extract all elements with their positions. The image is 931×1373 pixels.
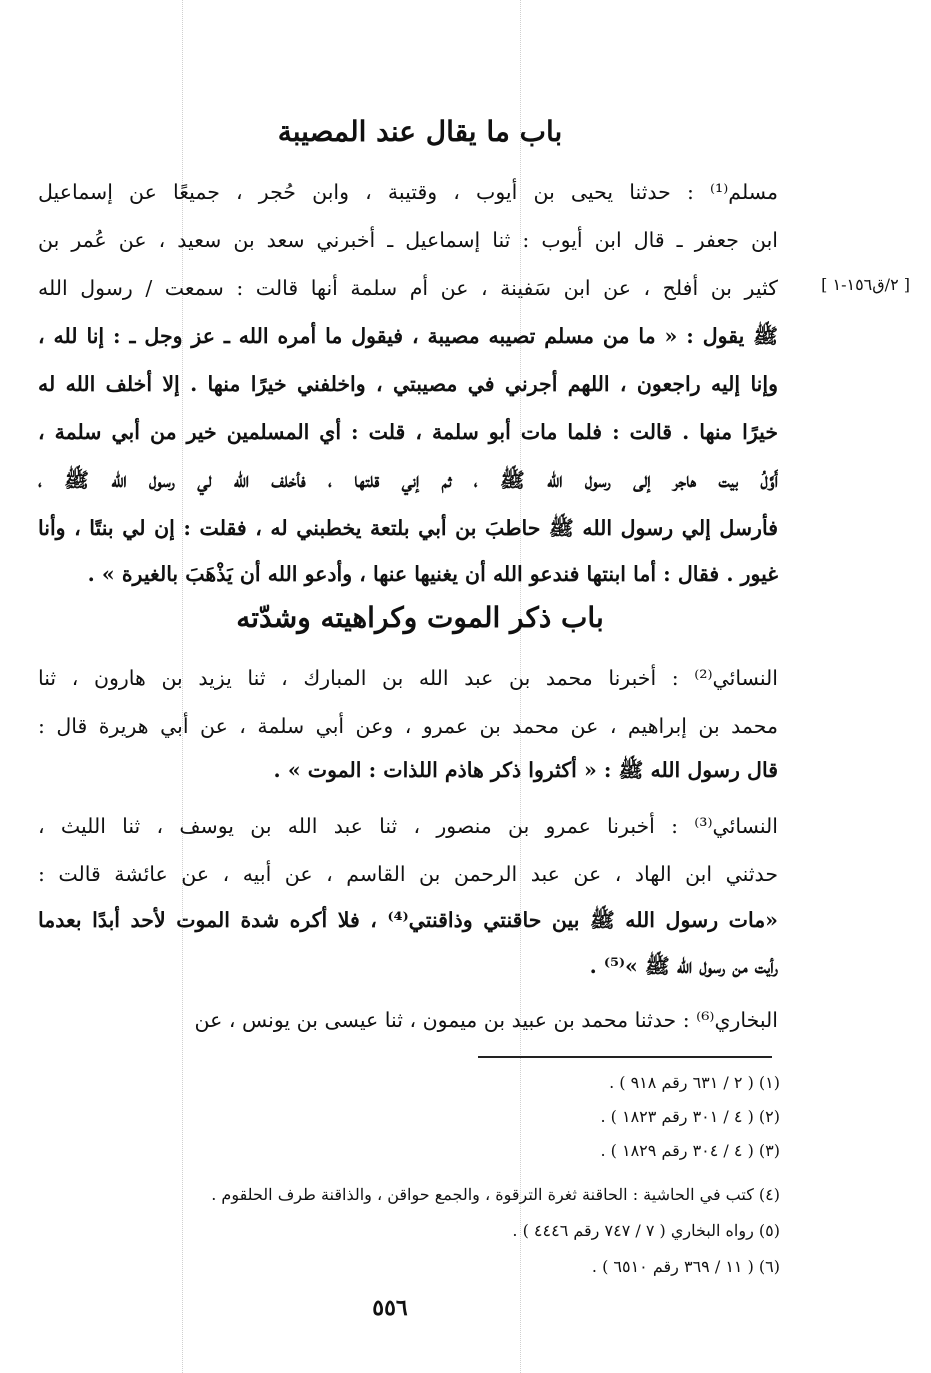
text-line: فأرسل إلي رسول الله ﷺ حاطبَ بن أبي بلتعة يخطبني له ، فقلت : إن لي بنتًا ، وأنا	[38, 516, 778, 540]
text-line: النسائي⁽²⁾ : أخبرنا محمد بن عبد الله بن المبارك ، ثنا يزيد بن هارون ، ثنا	[38, 666, 778, 690]
text-line: رأيت من رسول الله ﷺ »⁽⁵⁾ .	[589, 954, 778, 978]
text-line: مسلم⁽¹⁾ : حدثنا يحيى بن أيوب ، وقتيبة ، وابن حُجر ، جميعًا عن إسماعيل	[38, 180, 778, 204]
footnote: (٢) ( ٤ / ٣٠١ رقم ١٨٢٣ ) .	[600, 1107, 780, 1126]
text-line: النسائي⁽³⁾ : أخبرنا عمرو بن منصور ، ثنا عبد الله بن يوسف ، ثنا الليث ،	[38, 814, 778, 838]
text-line: البخاري⁽⁶⁾ : حدثنا محمد بن عبيد بن ميمون ، ثنا عيسى بن يونس ، عن	[194, 1008, 778, 1032]
text-line: حدثني ابن الهاد ، عن عبد الرحمن بن القاسم ، عن أبيه ، عن عائشة قالت :	[38, 862, 778, 886]
footnote: (١) ( ٢ / ٦٣١ رقم ٩١٨ ) .	[609, 1073, 780, 1092]
text-line: ﷺ يقول : « ما من مسلم تصيبه مصيبة ، فيقول ما أمره الله ـ عز وجل ـ : إنا لله ،	[38, 324, 778, 348]
text-line: كثير بن أفلح ، عن ابن سَفينة ، عن أم سلمة أنها قالت : سمعت / رسول الله	[38, 276, 778, 300]
text-line: وإنا إليه راجعون ، اللهم أجرني في مصيبتي ، واخلفني خيرًا منها . إلا أخلف الله له	[38, 372, 778, 396]
footnote-separator	[478, 1056, 772, 1058]
footnote: (٦) ( ١١ / ٣٦٩ رقم ٦٥١٠ ) .	[591, 1257, 780, 1276]
manuscript-folio-reference: [ ٢/ق١٥٦-١ ]	[821, 275, 910, 294]
section-title-calamity: باب ما يقال عند المصيبة	[277, 115, 563, 148]
text-line: أَوَّلُ بيت هاجر إلى رسول الله ﷺ ، ثم إني قلتها ، فأخلف الله لي رسول الله ﷺ ،	[38, 468, 778, 492]
text-line: غيور . فقال : أما ابنتها فندعو الله أن يغنيها عنها ، وأدعو الله أن يَذْهَبَ بالغيرة » .	[87, 562, 778, 586]
text-line: قال رسول الله ﷺ : « أكثروا ذكر هاذم اللذات : الموت » .	[273, 758, 778, 782]
footnote: (٤) كتب في الحاشية : الحاقنة ثغرة الترقوة ، والجمع حواقن ، والذاقنة طرف الحلقوم .	[211, 1185, 780, 1204]
text-line: محمد بن إبراهيم ، عن محمد بن عمرو ، وعن أبي سلمة ، عن أبي هريرة قال :	[38, 714, 778, 738]
footnote: (٥) رواه البخاري ( ٧ / ٧٤٧ رقم ٤٤٤٦ ) .	[512, 1221, 780, 1240]
section-title-death: باب ذكر الموت وكراهيته وشدّته	[236, 601, 604, 634]
footnote: (٣) ( ٤ / ٣٠٤ رقم ١٨٢٩ ) .	[600, 1141, 780, 1160]
text-line: خيرًا منها . قالت : فلما مات أبو سلمة ، قلت : أي المسلمين خير من أبي سلمة ،	[38, 420, 778, 444]
text-line: «مات رسول الله ﷺ بين حاقنتي وذاقنتي⁽⁴⁾ ، فلا أكره شدة الموت لأحد أبدًا بعدما	[38, 908, 778, 932]
text-line: ابن جعفر ـ قال ابن أيوب : ثنا إسماعيل ـ أخبرني سعد بن سعيد ، عن عُمر بن	[38, 228, 778, 252]
page-number: ٥٥٦	[372, 1295, 408, 1321]
